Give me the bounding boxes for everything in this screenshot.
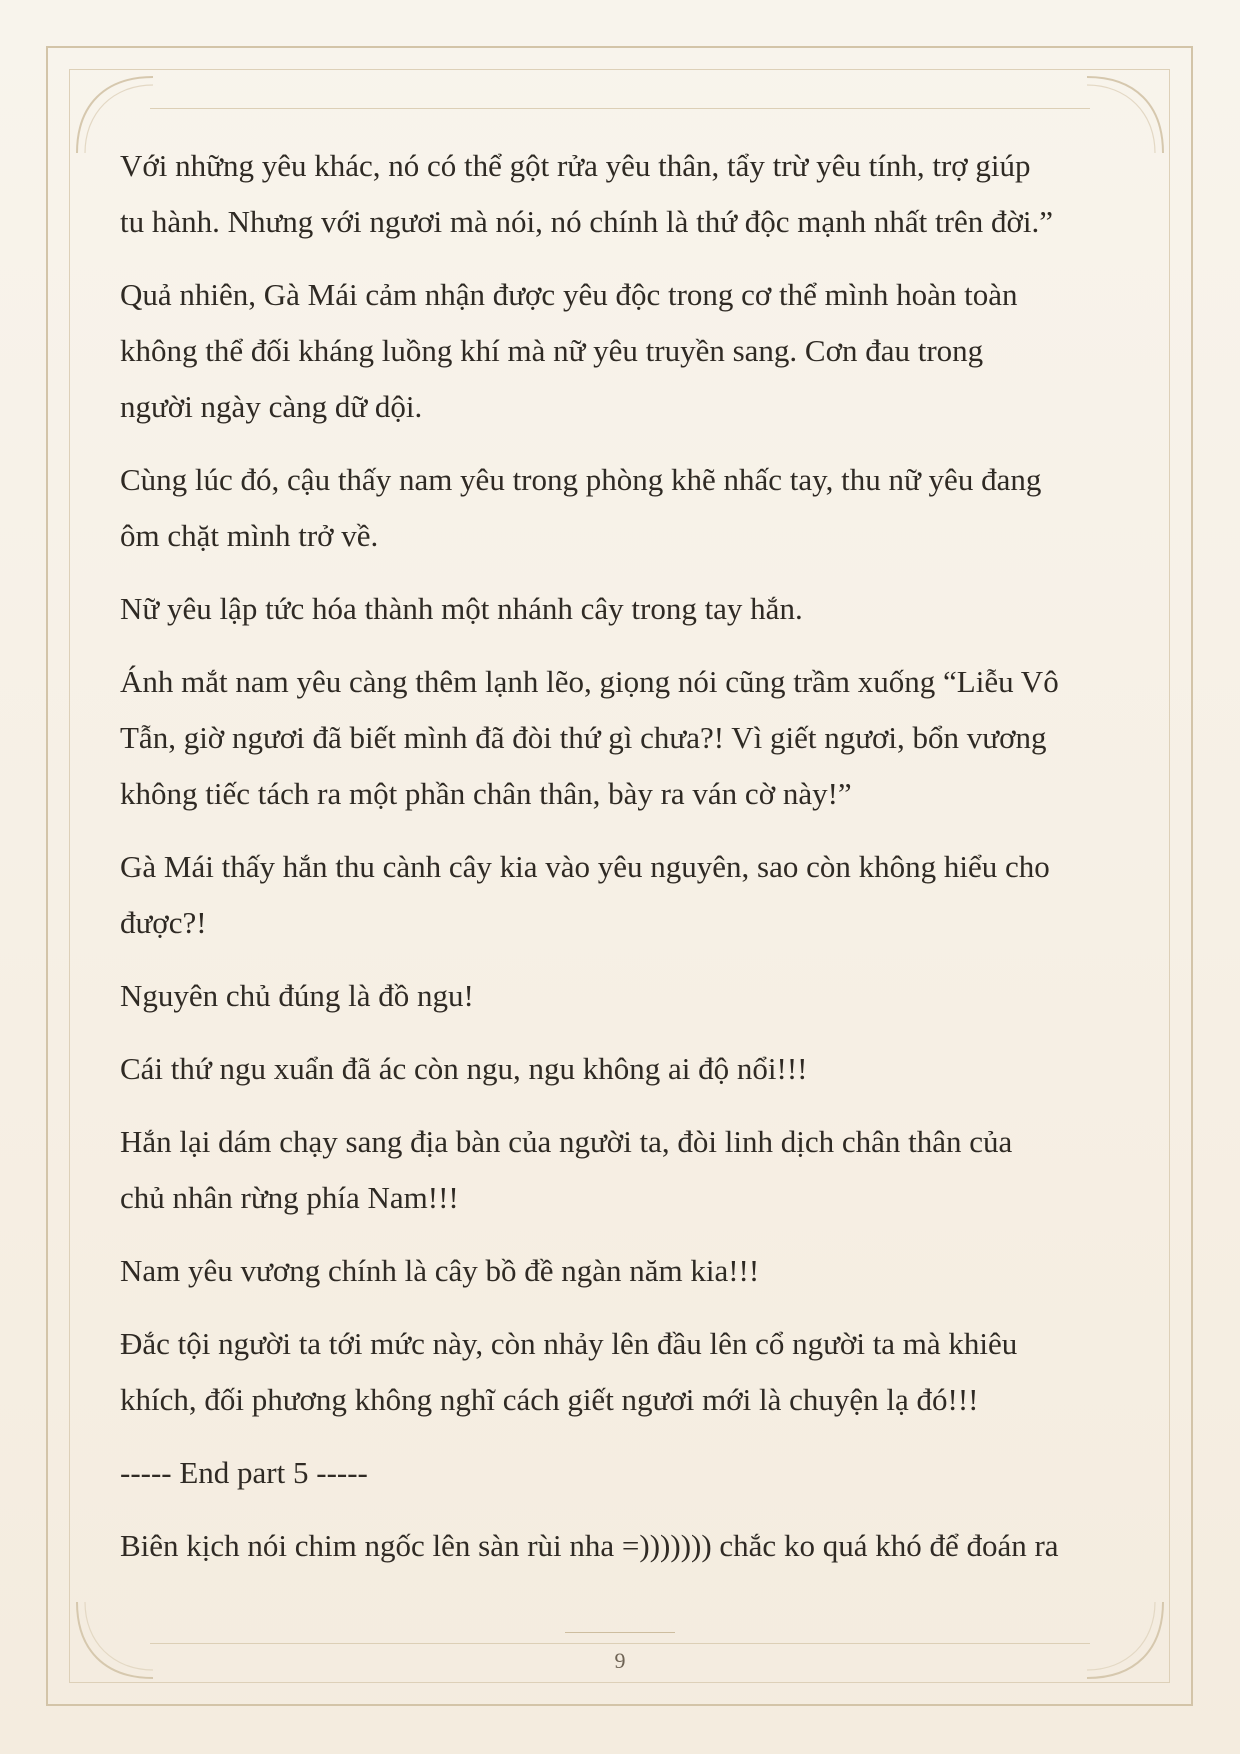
text-line: tu hành. Nhưng với ngươi mà nói, nó chính là thứ độc mạnh nhất trên đời.”	[120, 204, 1053, 239]
page-body	[120, 138, 1130, 1591]
text-line: người ngày càng dữ dội.	[120, 389, 423, 424]
author-note	[120, 1518, 1130, 1574]
page-number: 9	[614, 1648, 626, 1673]
text-line: được?!	[120, 905, 207, 940]
paragraph	[120, 1041, 1130, 1097]
text-line: Tẫn, giờ ngươi đã biết mình đã đòi thứ gì chưa?! Vì giết ngươi, bổn vương	[120, 720, 1047, 755]
text-line: không tiếc tách ra một phần chân thân, bày ra ván cờ này!”	[120, 776, 852, 811]
header-divider	[150, 108, 1090, 109]
paragraph	[120, 138, 1130, 250]
text-line: Gà Mái thấy hắn thu cành cây kia vào yêu nguyên, sao còn không hiểu cho	[120, 849, 1050, 884]
text-line: chủ nhân rừng phía Nam!!!	[120, 1180, 459, 1215]
text-line: Cái thứ ngu xuẩn đã ác còn ngu, ngu không ai độ nổi!!!	[120, 1051, 808, 1086]
paragraph	[120, 839, 1130, 951]
paragraph	[120, 1316, 1130, 1428]
footer-divider	[150, 1643, 1090, 1644]
paragraph	[120, 1243, 1130, 1299]
paragraph	[120, 581, 1130, 637]
paragraph	[120, 1114, 1130, 1226]
text-line: Hắn lại dám chạy sang địa bàn của người ta, đòi linh dịch chân thân của	[120, 1124, 1013, 1159]
part-end-marker	[120, 1445, 1130, 1501]
text-line: ôm chặt mình trở về.	[120, 518, 379, 553]
paragraph	[120, 267, 1130, 435]
text-line: Với những yêu khác, nó có thể gột rửa yêu thân, tẩy trừ yêu tính, trợ giúp	[120, 148, 1031, 183]
text-line: Đắc tội người ta tới mức này, còn nhảy lên đầu lên cổ người ta mà khiêu	[120, 1326, 1018, 1361]
page-number-divider	[565, 1632, 675, 1633]
text-line: Biên kịch nói chim ngốc lên sàn rùi nha =))))))) chắc ko quá khó để đoán ra	[120, 1528, 1059, 1563]
paragraph	[120, 654, 1130, 822]
text-line: khích, đối phương không nghĩ cách giết ngươi mới là chuyện lạ đó!!!	[120, 1382, 979, 1417]
text-line: Nữ yêu lập tức hóa thành một nhánh cây trong tay hắn.	[120, 591, 803, 626]
text-line: ----- End part 5 -----	[120, 1455, 368, 1490]
paragraph	[120, 968, 1130, 1024]
text-line: Nguyên chủ đúng là đồ ngu!	[120, 978, 474, 1013]
text-line: Cùng lúc đó, cậu thấy nam yêu trong phòng khẽ nhấc tay, thu nữ yêu đang	[120, 462, 1042, 497]
text-line: Quả nhiên, Gà Mái cảm nhận được yêu độc trong cơ thể mình hoàn toàn	[120, 277, 1018, 312]
text-line: không thể đối kháng luồng khí mà nữ yêu truyền sang. Cơn đau trong	[120, 333, 984, 368]
text-line: Ánh mắt nam yêu càng thêm lạnh lẽo, giọng nói cũng trầm xuống “Liễu Vô	[120, 664, 1059, 699]
text-line: Nam yêu vương chính là cây bồ đề ngàn năm kia!!!	[120, 1253, 760, 1288]
paragraph	[120, 452, 1130, 564]
